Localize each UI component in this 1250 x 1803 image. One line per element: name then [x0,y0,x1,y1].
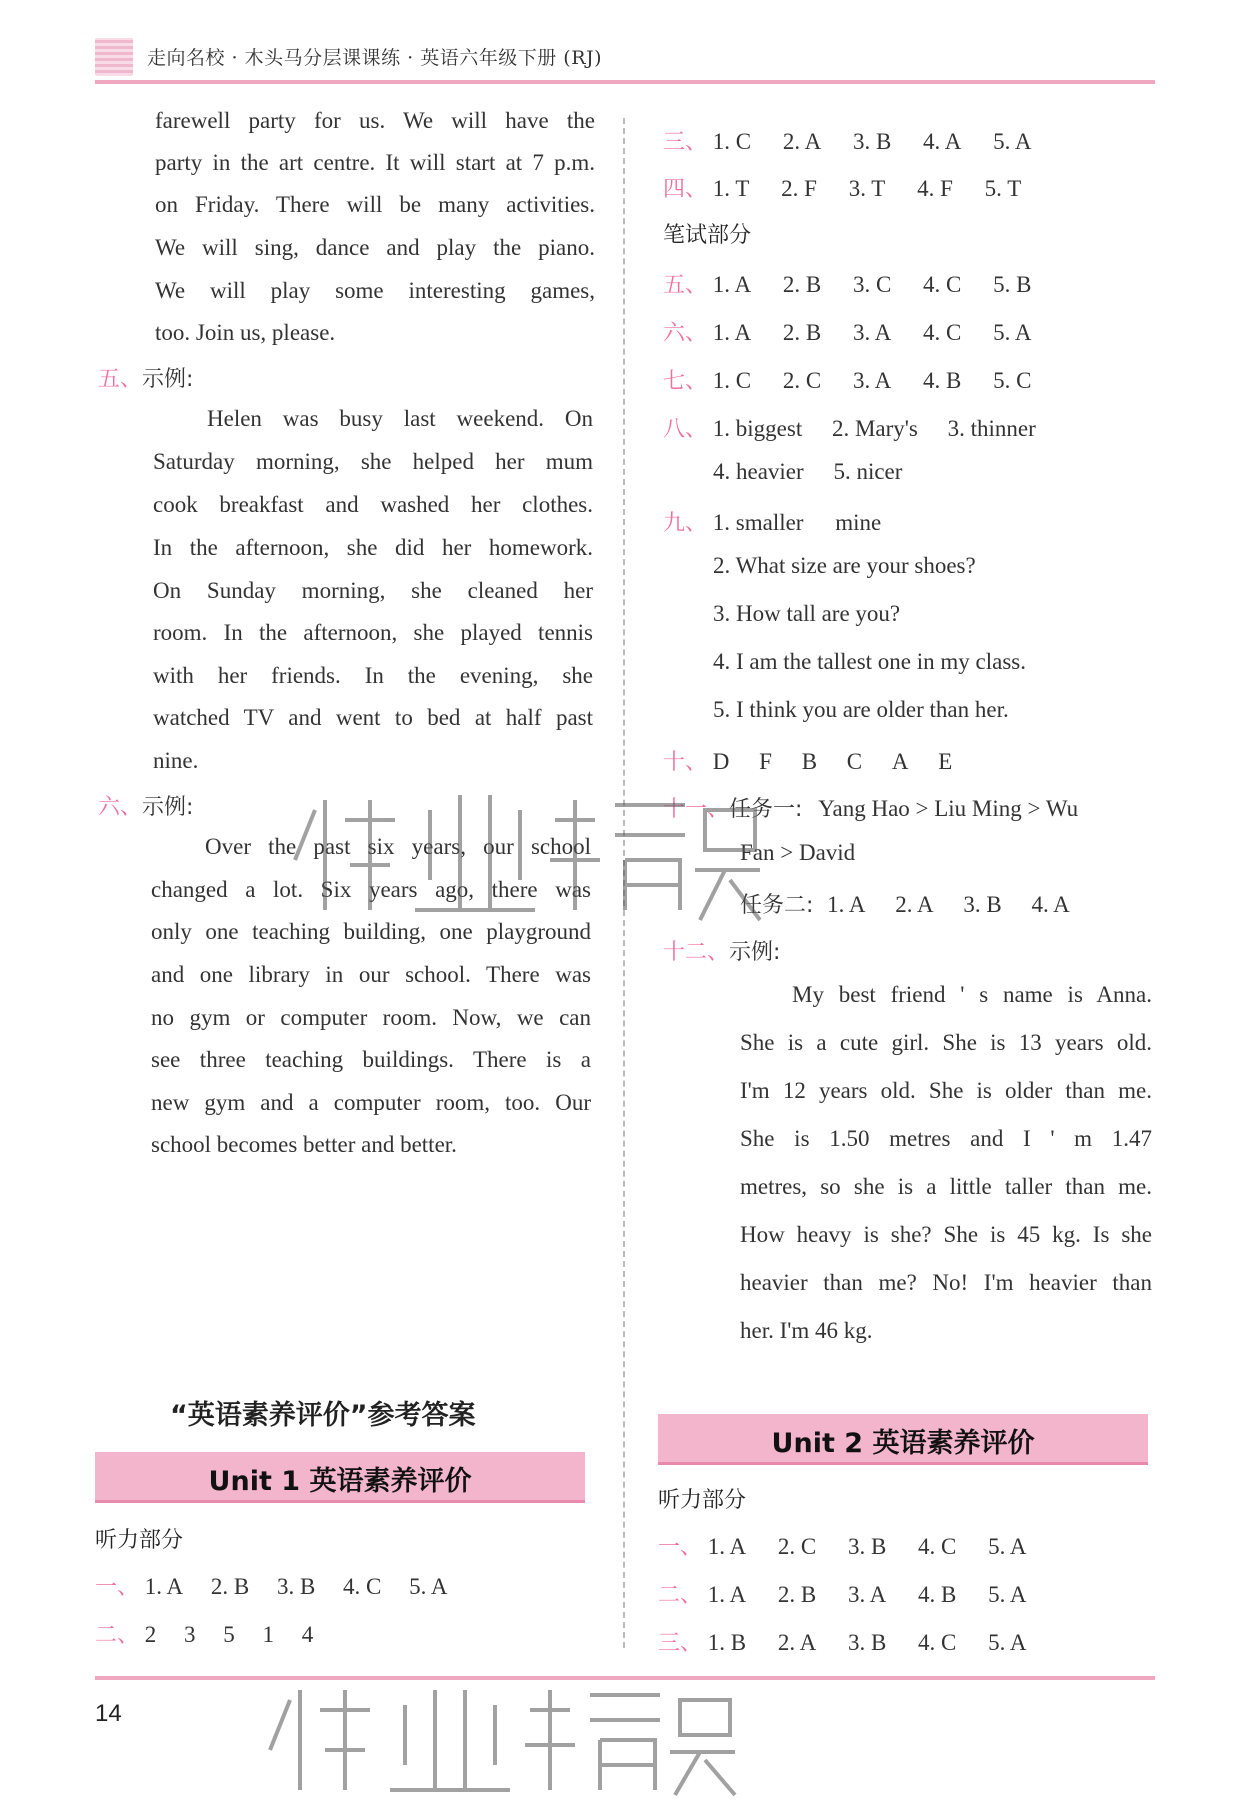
essay-line: with her friends. In the evening, she [153,663,593,688]
answer: 1. biggest [712,416,803,441]
answer: D [712,749,730,774]
answer: 4. A [923,129,962,154]
essay-line: school becomes better and better. [151,1132,457,1157]
passage-line: farewell party for us. We will have the [155,108,595,133]
essay-line: How heavy is she? She is 45 kg. Is she [740,1222,1152,1247]
answer: 3. A [852,320,892,345]
column-divider [623,118,625,1648]
answer: 4. C [923,272,962,297]
answer: 2. B [782,272,822,297]
question-5-heading [98,362,193,393]
answer: 4. C [343,1574,382,1599]
essay-line: room. In the afternoon, she played tennis [153,620,593,645]
answer: mine [835,510,882,535]
answer-row [663,506,881,537]
essay-line: Helen was busy last weekend. On [207,406,593,431]
header-rule [95,80,1155,84]
essay-line: cook breakfast and washed her clothes. [153,492,593,517]
answer: 2. C [777,1534,817,1559]
answer: 5. A [993,320,1032,345]
essay-line: I'm 12 years old. She is older than me. [740,1078,1152,1103]
answer: 1. smaller [712,510,804,535]
unit-1-title: Unit 1 英语素养评价 [208,1466,472,1497]
answer: 3. B [963,892,1002,917]
answer: 1. A [712,272,752,297]
passage-line: too. Join us, please. [155,320,336,345]
page-header [95,38,1155,82]
unit-2-title: Unit 2 英语素养评价 [771,1428,1035,1459]
essay-line: Saturday morning, she helped her mum [153,449,593,474]
answer: 3. T [848,176,886,201]
question-marker: 六、 [98,795,143,820]
answer: 5. B [993,272,1032,297]
essay-line: changed a lot. Six years ago, there was [151,877,591,902]
answer: 2. F [781,176,817,201]
answer: 1. A [144,1574,184,1599]
essay-line: see three teaching buildings. There is a [151,1047,591,1072]
listening-label: 听力部分 [95,1528,184,1553]
answer: 1. C [712,129,752,154]
answer: 3. B [852,129,892,154]
essay-line: only one teaching building, one playground [151,919,591,944]
answer: 1. A [827,892,866,917]
answer: 1. A [707,1582,747,1607]
answer: 3. thinner [947,416,1036,441]
answer-row [663,412,1036,443]
essay-line: watched TV and went to bed at half past [153,705,593,730]
essay-line: Over the past six years, our school [205,834,591,859]
answer: 4. B [923,368,962,393]
answer: 3. A [852,368,892,393]
answer: 1. T [712,176,750,201]
answer: C [846,749,863,774]
essay-line: On Sunday morning, she cleaned her [153,578,593,603]
passage-line: on Friday. There will be many activities. [155,192,595,217]
question-marker: 二、 [95,1623,140,1648]
essay-line: and one library in our school. There was [151,962,591,987]
answer-row [658,1530,1026,1561]
essay-line: In the afternoon, she did her homework. [153,535,593,560]
answer: 3. A [847,1582,887,1607]
answer-row [663,745,952,776]
answer-row [663,172,1021,203]
answer: 5. A [988,1582,1027,1607]
task-label: 任务二: [740,893,814,918]
answer-row [663,316,1031,347]
answer: 5 [223,1622,235,1647]
question-marker: 五、 [98,367,143,392]
question-marker: 五、 [663,273,708,298]
essay-line: She is 1.50 metres and I ' m 1.47 [740,1126,1152,1151]
example-label: 示例: [142,367,194,392]
question-marker: 十一、 [663,797,730,822]
answer: A [891,749,909,774]
answer-row [663,268,1031,299]
essay-line: no gym or computer room. Now, we can [151,1005,591,1030]
example-label: 示例: [142,795,194,820]
answer-line: 4. I am the tallest one in my class. [713,649,1026,674]
answer: 5. A [988,1630,1027,1655]
essay-line: heavier than me? No! I'm heavier than [740,1270,1152,1295]
footer-rule [95,1676,1155,1680]
answer-row [740,888,1070,919]
answer-row [663,792,1078,823]
answer: 4. F [917,176,953,201]
answer: 5. A [993,129,1032,154]
question-marker: 三、 [658,1631,703,1656]
passage-line: We will play some interesting games, [155,278,595,303]
written-label: 笔试部分 [663,223,752,248]
question-marker: 九、 [663,511,708,536]
question-6-heading [98,790,193,821]
question-marker: 七、 [663,369,708,394]
question-marker: 四、 [663,177,708,202]
question-marker: 八、 [663,417,708,442]
answer: E [938,749,953,774]
answer: 4. heavier [713,459,804,484]
answer: 3. B [847,1534,887,1559]
essay-line: metres, so she is a little taller than me. [740,1174,1152,1199]
essay-line: My best friend ' s name is Anna. [792,982,1152,1007]
answer: 2. B [210,1574,250,1599]
question-marker: 十二、 [663,940,730,965]
example-label: 示例: [729,940,781,965]
answer: Yang Hao > Liu Ming > Wu [818,796,1079,821]
answer: 4. B [918,1582,957,1607]
answer-row [658,1578,1026,1609]
answer: 1. C [712,368,752,393]
header-title: 走向名校 · 木头马分层课课练 · 英语六年级下册 (RJ) [147,47,603,69]
answer: 1. A [712,320,752,345]
answer-line: 2. What size are your shoes? [713,553,976,578]
answer: 2 [144,1622,157,1647]
section-title: “英语素养评价”参考答案 [170,1400,476,1431]
answer: 5. A [988,1534,1027,1559]
passage-line: We will sing, dance and play the piano. [155,235,595,260]
unit-2-bar [658,1414,1148,1465]
unit-1-bar [95,1452,585,1503]
answer: F [759,749,772,774]
answer: 2. B [777,1582,817,1607]
answer: 3. B [276,1574,316,1599]
question-marker: 六、 [663,321,708,346]
answer-row [95,1570,447,1601]
essay-line: new gym and a computer room, too. Our [151,1090,591,1115]
answer: 3 [184,1622,196,1647]
question-12-heading [663,935,780,966]
answer-line: 5. I think you are older than her. [713,697,1009,722]
book-logo-icon [95,38,133,76]
answer: 4. A [1031,892,1070,917]
answer-line: Fan > David [740,840,856,865]
answer-row [663,125,1031,156]
answer: 2. Mary's [831,416,918,441]
task-label: 任务一: [729,797,803,822]
answer-row [713,459,902,485]
essay-line: her. I'm 46 kg. [740,1318,873,1343]
answer: 2. A [782,129,822,154]
essay-line: nine. [153,748,199,773]
essay-line: She is a cute girl. She is 13 years old. [740,1030,1152,1055]
question-marker: 十、 [663,750,708,775]
watermark-logo-icon [260,1680,740,1800]
answer: 5. C [993,368,1032,393]
answer-line: 3. How tall are you? [713,601,901,626]
answer: 5. nicer [833,459,903,484]
answer-row [95,1618,313,1649]
listening-label: 听力部分 [658,1488,747,1513]
answer: 4. C [923,320,962,345]
question-marker: 一、 [658,1535,703,1560]
answer: 3. C [852,272,892,297]
answer: 2. A [777,1630,817,1655]
passage-line: party in the art centre. It will start at 7 p.m. [155,150,595,175]
question-marker: 三、 [663,130,708,155]
answer: 1. A [707,1534,747,1559]
answer-row [658,1626,1026,1657]
answer: 2. A [895,892,934,917]
answer: 2. B [782,320,822,345]
answer: 3. B [847,1630,887,1655]
answer: 5. T [984,176,1022,201]
page-number: 14 [95,1700,122,1727]
answer: 5. A [409,1574,448,1599]
answer: B [801,749,818,774]
question-marker: 二、 [658,1583,703,1608]
answer: 1 [262,1622,275,1647]
answer: 1. B [707,1630,747,1655]
answer: 2. C [782,368,822,393]
question-marker: 一、 [95,1575,140,1600]
answer: 4. C [918,1534,957,1559]
answer-row [663,364,1031,395]
answer: 4 [301,1622,314,1647]
answer: 4. C [918,1630,957,1655]
